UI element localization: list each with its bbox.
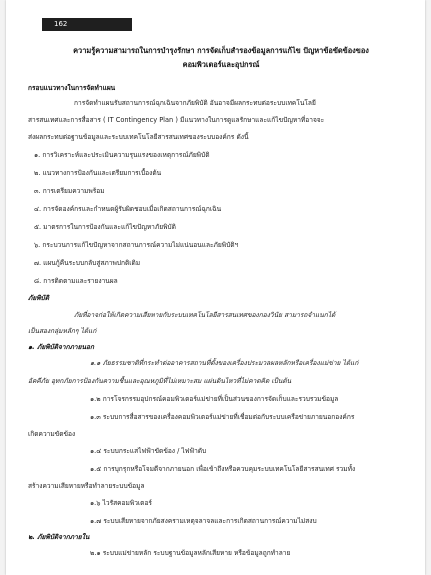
framework-item: ๓. การเตรียมความพร้อม bbox=[34, 187, 105, 195]
external-item: ๑.๓ ระบบการสื่อสารของเครื่องคอมพิวเตอร์แม่ข่ายที่เชื่อมต่อกับระบบเครือข่ายภายนอกองค์กร bbox=[90, 413, 355, 421]
framework-item: ๖. กระบวนการแก้ไขปัญหาจากสถานการณ์ความไม่แน่นอนและภัยพิบัติฯ bbox=[34, 241, 239, 249]
external-item: ๑.๔ ระบบกระแสไฟฟ้าขัดข้อง / ไฟฟ้าดับ bbox=[90, 447, 207, 455]
framework-item: ๔. การจัดองค์กรและกำหนดผู้รับผิดชอบเมื่อเกิดสถานการณ์ฉุกเฉิน bbox=[34, 205, 222, 213]
title-line: ความรู้ความสามารถในการบำรุงรักษา การจัดเก็บสำรองข้อมูลการแก้ไข ปัญหาข้อขัดข้องของ bbox=[73, 46, 369, 55]
framework-item: ๘. การติดตามและรายงานผล bbox=[34, 277, 118, 285]
framework-item: ๕. มาตรการในการป้องกันและแก้ไขปัญหาภัยพิบัติ bbox=[34, 223, 176, 231]
page-title bbox=[46, 44, 396, 72]
external-item-continuation: เกิดความขัดข้อง bbox=[28, 430, 76, 438]
external-item: ๑.๖ ไวรัสคอมพิวเตอร์ bbox=[90, 499, 152, 507]
disaster-intro-line: เป็นสองกลุ่มหลักๆ ได้แก่ bbox=[28, 327, 97, 335]
disaster-heading: ภัยพิบัติ bbox=[28, 294, 50, 302]
internal-item: ๒.๑ ระบบแม่ข่ายหลัก ระบบฐานข้อมูลหลักเสียหาย หรือข้อมูลถูกทำลาย bbox=[90, 549, 291, 557]
title-line: คอมพิวเตอร์และอุปกรณ์ bbox=[182, 60, 260, 69]
document-page bbox=[6, 0, 425, 575]
framework-item: ๑. การวิเคราะห์และประเมินความรุนแรงของเหตุการณ์ภัยพิบัติ bbox=[34, 151, 210, 159]
framework-paragraph-line: ส่งผลกระทบต่อฐานข้อมูลและระบบเทคโนโลยีสารสนเทศของระบบองค์กร ดังนี้ bbox=[28, 133, 249, 141]
framework-paragraph-line: สารสนเทศและการสื่อสาร ( IT Contingency Plan ) มีแนวทางในการดูแลรักษาและแก้ไขปัญหาที่อาจจะ bbox=[28, 116, 325, 124]
external-item: ๑.๒ การโจรกรรมอุปกรณ์คอมพิวเตอร์แม่ข่ายที่เป็นส่วนของการจัดเก็บและรวบรวมข้อมูล bbox=[90, 395, 339, 403]
external-disaster-heading: ๑. ภัยพิบัติจากภายนอก bbox=[28, 343, 94, 351]
framework-item: ๗. แผนกู้คืนระบบกลับสู่สภาพปกติเดิม bbox=[34, 259, 141, 267]
internal-disaster-heading: ๒. ภัยพิบัติจากภายใน bbox=[28, 533, 90, 541]
disaster-intro-line: ภัยที่อาจก่อให้เกิดความเสียหายกับระบบเทคโนโลยีสารสนเทศของกองวินัย สามารถจำแนกได้ bbox=[74, 311, 336, 319]
framework-paragraph-line: การจัดทำแผนรับสถานการณ์ฉุกเฉินจากภัยพิบัติ อันอาจมีผลกระทบต่อระบบเทคโนโลยี bbox=[74, 99, 316, 107]
external-item-continuation: สร้างความเสียหายหรือทำลายระบบข้อมูล bbox=[28, 482, 145, 490]
framework-heading: กรอบแนวทางในการจัดทำแผน bbox=[28, 84, 116, 92]
external-item: ๑.๑ ภัยธรรมชาติที่กระทำต่ออาคารสถานที่ตั้งของเครื่องประมวลผลหลักหรือเครื่องแม่ข่าย ได้แก่ bbox=[90, 359, 359, 367]
external-item: ๑.๗ ระบบเสียหายจากภัยสงครามเหตุจลาจลและการเกิดสถานการณ์ความไม่สงบ bbox=[90, 517, 317, 525]
external-item-continuation: อัคคีภัย อุทกภัยการป้องกันความชื้นและอุณหภูมิที่ไม่เหมาะสม แผ่นดินไหวที่ไม่คาดคิด เป็นต้น bbox=[28, 377, 292, 385]
external-item: ๑.๕ การบุกรุกหรือโจมตีจากภายนอก เพื่อเข้าถึงหรือควบคุมระบบเทคโนโลยีสารสนเทศ รวมทั้ง bbox=[90, 465, 356, 473]
page-number-tab: 162 bbox=[42, 18, 132, 31]
framework-item: ๒. แนวทางการป้องกันและเตรียมการเบื้องต้น bbox=[34, 169, 162, 177]
